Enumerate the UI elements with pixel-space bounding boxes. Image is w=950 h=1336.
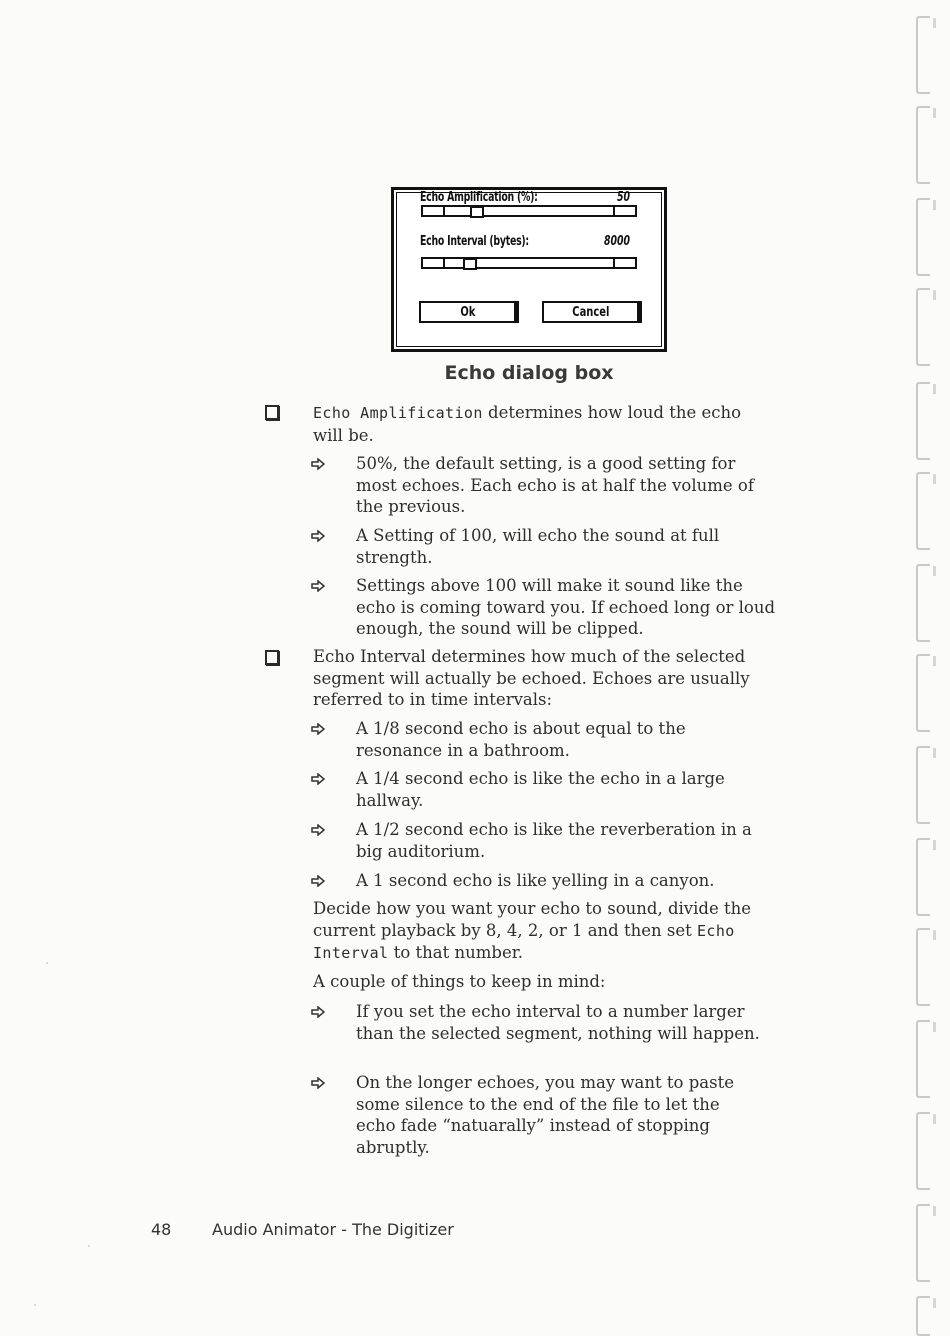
- echo-interval-value: 8000: [603, 234, 630, 249]
- binder-ring: [916, 654, 930, 732]
- decide-paragraph: [313, 898, 763, 965]
- hollow-arrow-icon: [311, 530, 325, 542]
- list-item: A Setting of 100, will echo the sound at full strength.: [356, 526, 720, 567]
- binder-ring: [916, 928, 930, 1006]
- binder-ring: [916, 198, 930, 276]
- ok-button-label: Ok: [459, 304, 476, 320]
- list-item: A 1/2 second echo is like the reverberation in a big auditorium.: [356, 820, 752, 861]
- binder-ring: [916, 1296, 930, 1336]
- list-item: A 1 second echo is like yelling in a canyon.: [356, 871, 715, 890]
- list-item: A 1/8 second echo is about equal to the resonance in a bathroom.: [356, 719, 686, 760]
- hollow-arrow-icon: [311, 1006, 325, 1018]
- cancel-button[interactable]: [542, 301, 639, 323]
- checkbox-square-icon: [265, 405, 279, 420]
- echo-interval-label: Echo Interval (bytes):: [420, 234, 529, 249]
- binder-ring: [916, 564, 930, 642]
- hollow-arrow-icon: [311, 580, 325, 592]
- echo-amplification-label: Echo Amplification (%):: [420, 190, 538, 205]
- couple-paragraph: A couple of things to keep in mind:: [313, 972, 606, 991]
- hollow-arrow-icon: [311, 824, 325, 836]
- cancel-button-label: Cancel: [571, 304, 610, 320]
- hollow-arrow-icon: [311, 773, 325, 785]
- binder-ring: [916, 288, 930, 366]
- echo-interval-slider[interactable]: [421, 257, 637, 269]
- scan-speck: [34, 1304, 36, 1306]
- binder-ring: [916, 1112, 930, 1190]
- binder-ring: [916, 1204, 930, 1282]
- binder-ring: [916, 16, 930, 94]
- binder-ring: [916, 1020, 930, 1098]
- decide-text-before: Decide how you want your echo to sound, divide the current playback by 8, 4, 2, or 1 and then set: [313, 899, 751, 940]
- slider-thumb[interactable]: [463, 258, 477, 270]
- checkbox-square-icon: [265, 650, 279, 665]
- list-item: On the longer echoes, you may want to paste some silence to the end of the file to let the echo fade “natuarally” instead of stopping abruptly.: [356, 1073, 734, 1157]
- footer-title: Audio Animator - The Digitizer: [212, 1220, 454, 1239]
- scan-speck: [88, 1245, 90, 1247]
- echo-amplification-slider[interactable]: [421, 205, 637, 217]
- echo-amplification-desc: determines how loud the echo will be.: [313, 403, 742, 445]
- hollow-arrow-icon: [311, 458, 325, 470]
- hollow-arrow-icon: [311, 875, 325, 887]
- ok-button[interactable]: [419, 301, 516, 323]
- binder-ring: [916, 838, 930, 916]
- figure-caption: Echo dialog box: [444, 362, 614, 384]
- echo-amplification-paragraph: [313, 402, 763, 446]
- slider-thumb[interactable]: [470, 206, 484, 218]
- list-item: Settings above 100 will make it sound like the echo is coming toward you. If echoed long or loud enough, the sound will be clipped.: [356, 576, 776, 638]
- binder-ring: [916, 472, 930, 550]
- echo-interval-paragraph: Echo Interval determines how much of the selected segment will actually be echoed. Echoes are usually referred to in time intervals:: [313, 647, 750, 709]
- echo-interval-term: Echo Interval: [313, 921, 735, 962]
- hollow-arrow-icon: [311, 723, 325, 735]
- echo-amplification-term: Echo Amplification: [313, 404, 483, 422]
- echo-amplification-value: 50: [616, 190, 630, 205]
- binder-ring: [916, 106, 930, 184]
- decide-text-after: to that number.: [388, 943, 524, 962]
- page-number: 48: [151, 1220, 172, 1239]
- echo-dialog: [391, 187, 667, 352]
- scan-speck: [46, 962, 48, 964]
- list-item: 50%, the default setting, is a good setting for most echoes. Each echo is at half the volume of the previous.: [356, 454, 754, 516]
- list-item: If you set the echo interval to a number larger than the selected segment, nothing will happen.: [356, 1002, 760, 1043]
- list-item: A 1/4 second echo is like the echo in a large hallway.: [356, 769, 725, 810]
- hollow-arrow-icon: [311, 1077, 325, 1089]
- binder-ring: [916, 382, 930, 460]
- binder-ring: [916, 746, 930, 824]
